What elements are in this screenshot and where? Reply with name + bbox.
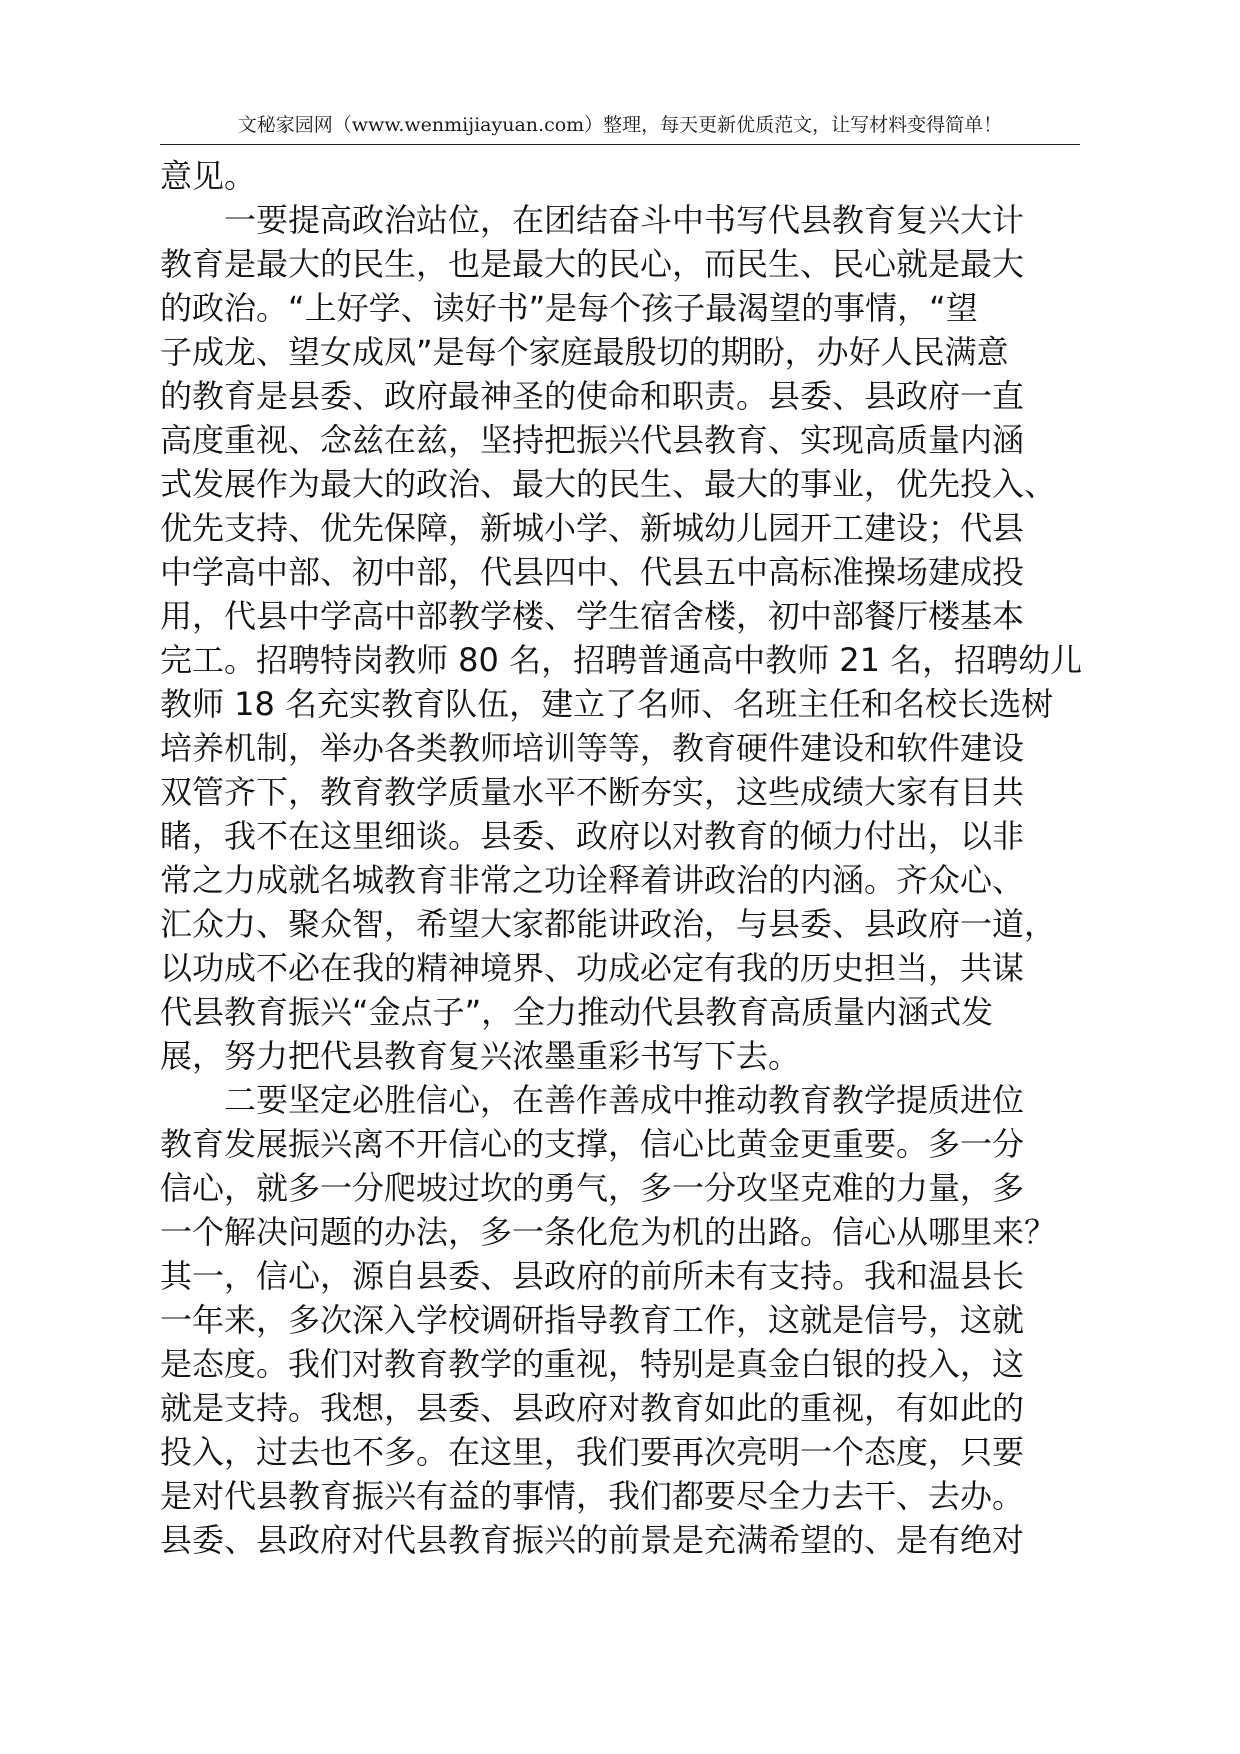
text-line: 优先支持、优先保障，新城小学、新城幼儿园开工建设；代县 [160,509,1025,547]
text-line: 教师 18 名充实教育队伍，建立了名师、名班主任和名校长选树 [160,685,1054,723]
text-line: 以功成不必在我的精神境界、功成必定有我的历史担当，共谋 [160,949,1025,987]
text-line: 高度重视、念兹在兹，坚持把振兴代县教育、实现高质量内涵 [160,421,1025,459]
body-text [160,154,1095,1562]
paragraph-first-line: 一要提高政治站位，在团结奋斗中书写代县教育复兴大计 [224,201,1025,239]
text-line: 完工。招聘特岗教师 80 名，招聘普通高中教师 21 名，招聘幼儿 [160,641,1083,679]
text-line: 双管齐下，教育教学质量水平不断夯实，这些成绩大家有目共 [160,773,1025,811]
text-line: 一个解决问题的办法，多一条化危为机的出路。信心从哪里来？ [160,1213,1057,1251]
text-line: 的教育是县委、政府最神圣的使命和职责。县委、县政府一直 [160,377,1025,415]
text-line: 子成龙、望女成凤”是每个家庭最殷切的期盼，办好人民满意 [160,333,1009,371]
text-line: 其一，信心，源自县委、县政府的前所未有支持。我和温县长 [160,1257,1025,1295]
text-line: 意见。 [160,157,257,195]
text-line: 一年来，多次深入学校调研指导教育工作，这就是信号，这就 [160,1301,1025,1339]
text-line: 式发展作为最大的政治、最大的民生、最大的事业，优先投入、 [160,465,1057,503]
paragraph-first-line: 二要坚定必胜信心，在善作善成中推动教育教学提质进位 [224,1081,1025,1119]
text-line: 是态度。我们对教育教学的重视，特别是真金白银的投入，这 [160,1345,1025,1383]
text-line: 代县教育振兴“金点子”，全力推动代县教育高质量内涵式发 [160,993,994,1031]
page-header: 文秘家园网（www.wenmijiayuan.com）整理，每天更新优质范文，让写材料变得简单！ [237,114,1003,136]
text-line: 的政治。“上好学、读好书”是每个孩子最渴望的事情，“望 [160,289,978,327]
text-line: 信心，就多一分爬坡过坎的勇气，多一分攻坚克难的力量，多 [160,1169,1025,1207]
text-line: 培养机制，举办各类教师培训等等，教育硬件建设和软件建设 [160,729,1025,767]
text-line: 教育是最大的民生，也是最大的民心，而民生、民心就是最大 [160,245,1025,283]
header-divider [160,144,1080,145]
text-line: 常之力成就名城教育非常之功诠释着讲政治的内涵。齐众心、 [160,861,1025,899]
text-line: 睹，我不在这里细谈。县委、政府以对教育的倾力付出，以非 [160,817,1025,855]
text-line: 汇众力、聚众智，希望大家都能讲政治，与县委、县政府一道， [160,905,1057,943]
text-line: 投入，过去也不多。在这里，我们要再次亮明一个态度，只要 [160,1433,1025,1471]
text-line: 中学高中部、初中部，代县四中、代县五中高标准操场建成投 [160,553,1025,591]
text-line: 展，努力把代县教育复兴浓墨重彩书写下去。 [160,1037,801,1075]
text-line: 县委、县政府对代县教育振兴的前景是充满希望的、是有绝对 [160,1521,1025,1559]
text-line: 是对代县教育振兴有益的事情，我们都要尽全力去干、去办。 [160,1477,1025,1515]
text-line: 用，代县中学高中部教学楼、学生宿舍楼，初中部餐厅楼基本 [160,597,1025,635]
text-line: 就是支持。我想，县委、县政府对教育如此的重视，有如此的 [160,1389,1025,1427]
text-line: 教育发展振兴离不开信心的支撑，信心比黄金更重要。多一分 [160,1125,1025,1163]
